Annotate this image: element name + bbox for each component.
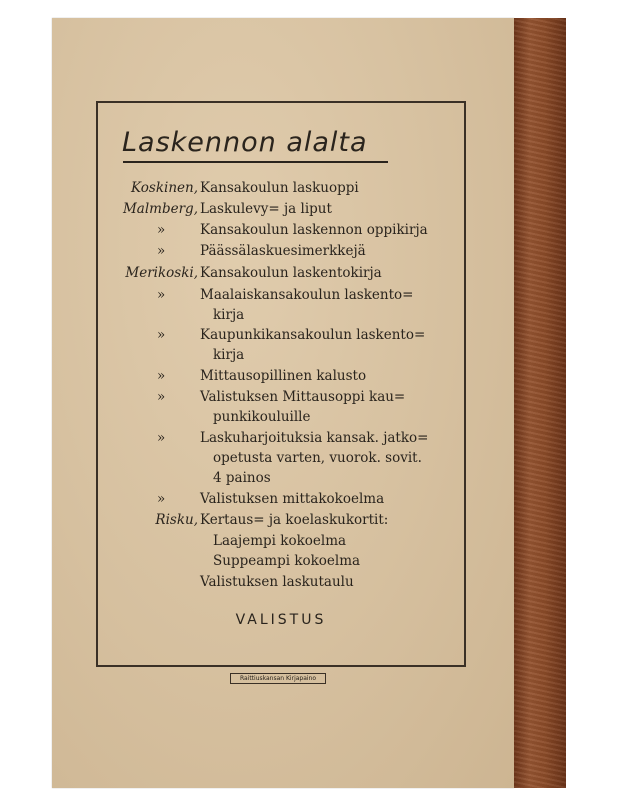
list-item	[0, 448, 618, 468]
title-underline	[123, 161, 388, 163]
book-title: Maalaiskansakoulun laskento=	[200, 287, 414, 303]
author-name: Malmberg,	[122, 201, 198, 217]
book-title: Kansakoulun laskentokirja	[200, 265, 382, 281]
ditto-mark: »	[157, 287, 166, 303]
list-item	[0, 489, 618, 509]
list-item	[0, 178, 618, 198]
book-title: kirja	[213, 307, 245, 323]
author-name: Merikoski,	[125, 265, 198, 281]
ditto-mark: »	[157, 368, 166, 384]
ditto-mark: »	[157, 222, 166, 238]
list-item	[0, 572, 618, 592]
author-name: Koskinen,	[131, 180, 198, 196]
ditto-mark: »	[157, 430, 166, 446]
book-title: Laskulevy= ja liput	[200, 201, 332, 217]
list-item	[0, 285, 618, 305]
book-title: Kaupunkikansakoulun laskento=	[200, 327, 426, 343]
book-title: Kansakoulun laskuoppi	[200, 180, 359, 196]
page-title: Laskennon alalta	[122, 127, 368, 158]
printer-imprint: Raittiuskansan Kirjapaino	[230, 673, 326, 684]
list-item	[0, 468, 618, 488]
book-title: 4 painos	[213, 470, 271, 486]
list-item	[0, 305, 618, 325]
book-title: Laajempi kokoelma	[213, 533, 347, 549]
list-item	[0, 510, 618, 530]
list-item	[0, 263, 618, 283]
book-title: Valistuksen laskutaulu	[200, 574, 354, 590]
ditto-mark: »	[157, 243, 166, 259]
author-name: Risku,	[155, 512, 198, 528]
book-title: Valistuksen mittakokoelma	[200, 491, 385, 507]
book-title: opetusta varten, vuorok. sovit.	[213, 450, 422, 466]
list-item	[0, 241, 618, 261]
book-title: Kertaus= ja koelaskukortit:	[200, 512, 389, 528]
book-title: punkikouluille	[213, 409, 311, 425]
list-item	[0, 387, 618, 407]
list-item	[0, 428, 618, 448]
list-item	[0, 366, 618, 386]
book-title: Päässälaskuesimerkkejä	[200, 243, 366, 259]
publisher-name: VALISTUS	[235, 612, 327, 628]
list-item	[0, 531, 618, 551]
book-title: Mittausopillinen kalusto	[200, 368, 367, 384]
book-title: Kansakoulun laskennon oppikirja	[200, 222, 428, 238]
list-item	[0, 325, 618, 345]
list-item	[0, 551, 618, 571]
ditto-mark: »	[157, 389, 166, 405]
book-title: Suppeampi kokoelma	[213, 553, 361, 569]
ditto-mark: »	[157, 491, 166, 507]
book-title: Laskuharjoituksia kansak. jatko=	[200, 430, 429, 446]
list-item	[0, 220, 618, 240]
list-item	[0, 345, 618, 365]
list-item	[0, 199, 618, 219]
list-item	[0, 407, 618, 427]
book-title: kirja	[213, 347, 245, 363]
ditto-mark: »	[157, 327, 166, 343]
book-title: Valistuksen Mittausoppi kau=	[200, 389, 406, 405]
